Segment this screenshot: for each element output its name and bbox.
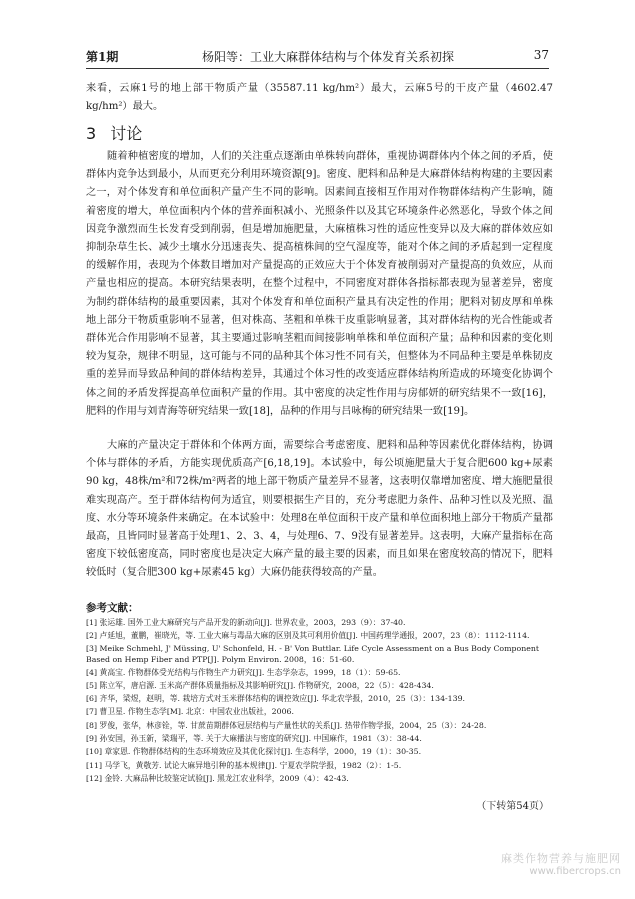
issue-number: 第1期 <box>86 50 119 64</box>
watermark-url: www.fibercrops.cn <box>529 866 621 877</box>
site-watermark <box>501 850 621 877</box>
intro-paragraph: 来看，云麻1号的地上部干物质产量（35587.11 kg/hm²）最大，云麻5号的干皮产量（4602.47 kg/hm²）最大。 <box>86 83 557 113</box>
reference-item: [5] 陈立军，唐启源. 玉米高产群体质量指标及其影响研究[J]. 作物研究，2008，22（5）：428-434. <box>86 680 434 690</box>
reference-item: [7] 曹卫星. 作物生态学[M]. 北京：中国农业出版社，2006. <box>86 707 294 717</box>
running-title: 杨阳等：工业大麻群体结构与个体发育关系初探 <box>202 50 455 64</box>
continued-note: （下转第54页） <box>476 801 549 812</box>
reference-item: [11] 马学飞，黄敬芳. 试论大麻异地引种的基本规律[J]. 宁夏农学院学报，1982（2）：1-5. <box>86 760 402 770</box>
reference-item: [6] 齐华，梁煜，赵明，等. 栽培方式对玉米群体结构的调控效应[J]. 华北农学报，2010，25（3）：134-139. <box>86 694 466 704</box>
reference-item: [1] 张运雄. 国外工业大麻研究与产品开发的新动向[J]. 世界农业，2003，293（9）：37-40. <box>86 618 406 627</box>
reference-list <box>86 616 556 785</box>
section-title: 讨论 <box>110 124 143 143</box>
reference-item: [4] 黄高宝. 作物群体受光结构与作物生产力研究[J]. 生态学杂志，1999，18（1）：59-65. <box>86 667 401 677</box>
reference-item: [3] Meike Schmehl, J' Müssing, U' Schonfeld, H. - B' Von Buttlar. Life Cycle Assessment on a Bus Body Component Based on Hemp Fiber and PTP[J]. Polym Environ. 2008，16：51-60. <box>86 643 542 665</box>
page-number: 37 <box>533 48 549 62</box>
reference-item: [12] 金铃. 大麻品种比较鉴定试验[J]. 黑龙江农业科学，2009（4）：42-43. <box>86 773 349 783</box>
reference-item: [9] 孙安国，孙玉新，梁瑞平，等. 关于大麻播法与密度的研究[J]. 中国麻作，1981（3）：38-44. <box>86 734 422 744</box>
reference-item: [8] 罗俊，张华，林彦铨，等. 甘蔗苗期群体冠层结构与产量性状的关系[J]. 热带作物学报，2004，25（3）：24-28. <box>86 720 487 730</box>
watermark-name: 麻类作物营养与施肥网 <box>501 852 621 865</box>
section-heading <box>86 121 142 144</box>
discussion-paragraph-1: 随着种植密度的增加，人们的关注重点逐渐由单株转向群体，重视协调群体内个体之间的矛盾，使群体内竞争达到最小，从而更充分利用环境资源[9]。密度、肥料和品种是大麻群体结构构建的主要因素之一，对个体发育和单位面积产量产生不同的影响。因素间直接相互作用对作物群体结构产生影响，随着密度的增大，单位面积内个体的营养面积减小、光照条件以及其它环境条件必然恶化，导致个体之间因竞争激烈而生长发育受到削弱，但是增加施肥量，大麻植株习性的适应性变异以及大麻的群体效应如抑制杂草生长、减少土壤水分迅速丧失、提高植株间的空气湿度等，能对个体之间的矛盾起到一定程度的缓解作用，表现为个体数目增加对产量提高的正效应大于个体发育被削弱对产量提高的负效应，从而产量也相应的提高。本研究结果表明，在整个过程中，不同密度对群体各指标都表现为显著差异，密度为制约群体结构的最重要因素，其对个体发育和单位面积产量具有决定性的作用；肥料对韧皮厚和单株地上部分干物质重影响不显著，但对株高、茎粗和单株干皮重影响显著，其对群体结构的光合性能或者群体光合作用影响不显著，其主要通过影响茎粗而间接影响单株和单位面积产量；品种和因素的变化则较为复杂，规律不明显，这可能与不同的品种其个体习性不同有关，但整体为不同品种主要是单株韧皮重的差异而导致品种间的群体结构差异，其通过个体习性的改变适应群体结构所造成的环境变化协调个体之间的矛盾发挥提高单位面积产量的作用。其中密度的决定性作用与房郁妍的研究结果不一致[16]，肥料的作用与刘青海等研究结果一致[18]，品种的作用与吕咏梅的研究结果一致[19]。 <box>86 151 553 417</box>
section-number: 3 <box>86 124 97 143</box>
reference-item: [10] 章家恩. 作物群体结构的生态环境效应及其优化探讨[J]. 生态科学，2000，19（1）：30-35. <box>86 747 422 757</box>
reference-item: [2] 卢延旭，董鹏，崔晓光，等. 工业大麻与毒品大麻的区别及其可利用价值[J]. 中国药理学通报，2007，23（8）：1112-1114. <box>86 631 530 641</box>
discussion-paragraph-2: 大麻的产量决定于群体和个体两方面，需要综合考虑密度、肥料和品种等因素优化群体结构，协调个体与群体的矛盾，方能实现优质高产[6,18,19]。本试验中，每公顷施肥量大于复合肥600 kg+尿素90 kg，48株/m²和72株/m²两者的地上部干物质产量差异不显著，这表明仅靠增加密度、增大施肥量很难实现高产。至于群体结构何为适宜，则要根据生产目的，充分考虑肥力条件、品种习性以及光照、温度、水分等环境条件来确定。在本试验中：处理8在单位面积干皮产量和单位面积地上部分干物质产量都最高，且皆同时显著高于处理1、2、3、4，与处理6、7、9没有显著差异。这表明，大麻产量指标在高密度下较低密度高，同时密度也是决定大麻产量的最主要的因素，而且如果在密度较高的情况下，肥料较低时（复合肥300 kg+尿素45 kg）大麻仍能获得较高的产量。 <box>86 440 553 579</box>
running-header <box>86 48 549 69</box>
references-title: 参考文献： <box>86 602 139 614</box>
